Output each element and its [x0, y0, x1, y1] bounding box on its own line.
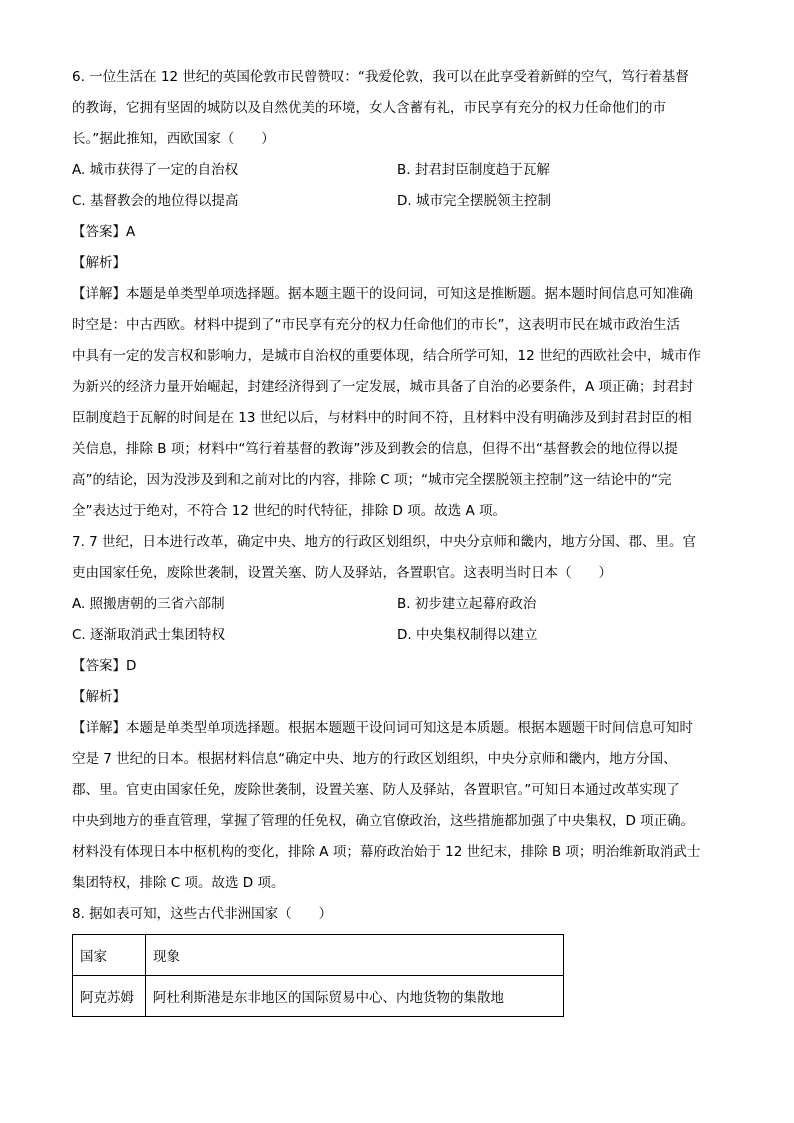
option-a: A. 城市获得了一定的自治权	[72, 162, 239, 178]
detail-line: 【详解】本题是单类型单项选择题。根据本题题干设问词可知这是本质题。根据本题题干时间信息可知时	[72, 720, 693, 736]
detail-line: 集团特权，排除 C 项。故选 D 项。	[72, 875, 285, 891]
detail-line: 全”表达过于绝对，不符合 12 世纪的时代特征，排除 D 项。故选 A 项。	[72, 503, 507, 519]
question-7	[72, 527, 722, 899]
detail-line: 中具有一定的发言权和影响力，是城市自治权的重要体现，结合所学可知，12 世纪的西欧社会中，城市作	[72, 348, 701, 364]
analysis-label: 【解析】	[72, 689, 126, 705]
question-stem-line: 8. 据如表可知，这些古代非洲国家（ ）	[72, 906, 333, 922]
question-stem-line: 吏由国家任免，废除世袭制，设置关塞、防人及驿站，各置职官。这表明当时日本（ ）	[72, 565, 612, 581]
detail-line: 关信息，排除 B 项；材料中“笃行着基督的教诲”涉及到教会的信息，但得不出“基督教会的地位得以提	[72, 441, 678, 457]
detail-line: 为新兴的经济力量开始崛起，封建经济得到了一定发展，城市具备了自治的必要条件，A 项正确；封君封	[72, 379, 694, 395]
detail-line: 中央到地方的垂直管理，掌握了管理的任免权，确立官僚政治，这些措施都加强了中央集权，D 项正确。	[72, 813, 695, 829]
question-stem-line: 的教诲，它拥有坚固的城防以及自然优美的环境，女人含蓄有礼，市民享有充分的权力任命他们的市	[72, 100, 666, 116]
table-row	[73, 976, 564, 1017]
answer-line: 【答案】A	[72, 224, 136, 240]
analysis-label: 【解析】	[72, 255, 126, 271]
question-6	[72, 62, 722, 527]
question-stem-line: 7. 7 世纪，日本进行改革，确定中央、地方的行政区划组织，中央分京师和畿内，地方分国、郡、里。官	[72, 534, 697, 550]
table-header-row	[73, 935, 564, 976]
option-d: D. 城市完全摆脱领主控制	[397, 193, 551, 209]
detail-line: 材料没有体现日本中枢机构的变化，排除 A 项；幕府政治始于 12 世纪末，排除 B 项；明治维新取消武士	[72, 844, 701, 860]
option-c: C. 逐渐取消武士集团特权	[72, 627, 226, 643]
table-header-cell: 现象	[146, 935, 564, 976]
table-header-cell: 国家	[73, 935, 146, 976]
option-c: C. 基督教会的地位得以提高	[72, 193, 239, 209]
option-d: D. 中央集权制得以建立	[397, 627, 538, 643]
detail-line: 臣制度趋于瓦解的时间是在 13 世纪以后，与材料中的时间不符，且材料中没有明确涉及到封君封臣的相	[72, 410, 692, 426]
option-a: A. 照搬唐朝的三省六部制	[72, 596, 225, 612]
detail-line: 时空是：中古西欧。材料中提到了“市民享有充分的权力任命他们的市长”，这表明市民在城市政治生活	[72, 317, 680, 333]
options-row	[72, 186, 722, 217]
question-8	[72, 899, 722, 1017]
table-cell: 阿克苏姆	[73, 976, 146, 1017]
option-b: B. 初步建立起幕府政治	[397, 596, 537, 612]
detail-line: 空是 7 世纪的日本。根据材料信息“确定中央、地方的行政区划组织，中央分京师和畿内，地方分国、	[72, 751, 677, 767]
options-row	[72, 155, 722, 186]
detail-line: 郡、里。官吏由国家任免，废除世袭制，设置关塞、防人及驿站，各置职官。”可知日本通过改革实现了	[72, 782, 680, 798]
data-table	[72, 934, 564, 1017]
options-row	[72, 589, 722, 620]
question-stem-line: 长。”据此推知，西欧国家（ ）	[72, 131, 275, 147]
question-stem-line: 6. 一位生活在 12 世纪的英国伦敦市民曾赞叹：“我爱伦敦，我可以在此享受着新鲜的空气，笃行着基督	[72, 69, 689, 85]
table-cell: 阿杜利斯港是东非地区的国际贸易中心、内地货物的集散地	[146, 976, 564, 1017]
document-page	[72, 62, 722, 1017]
answer-line: 【答案】D	[72, 658, 137, 674]
detail-line: 高”的结论，因为没涉及到和之前对比的内容，排除 C 项；“城市完全摆脱领主控制”这一结论中的“完	[72, 472, 672, 488]
option-b: B. 封君封臣制度趋于瓦解	[397, 162, 550, 178]
detail-line: 【详解】本题是单类型单项选择题。据本题主题干的设问词，可知这是推断题。据本题时间信息可知准确	[72, 286, 693, 302]
options-row	[72, 620, 722, 651]
